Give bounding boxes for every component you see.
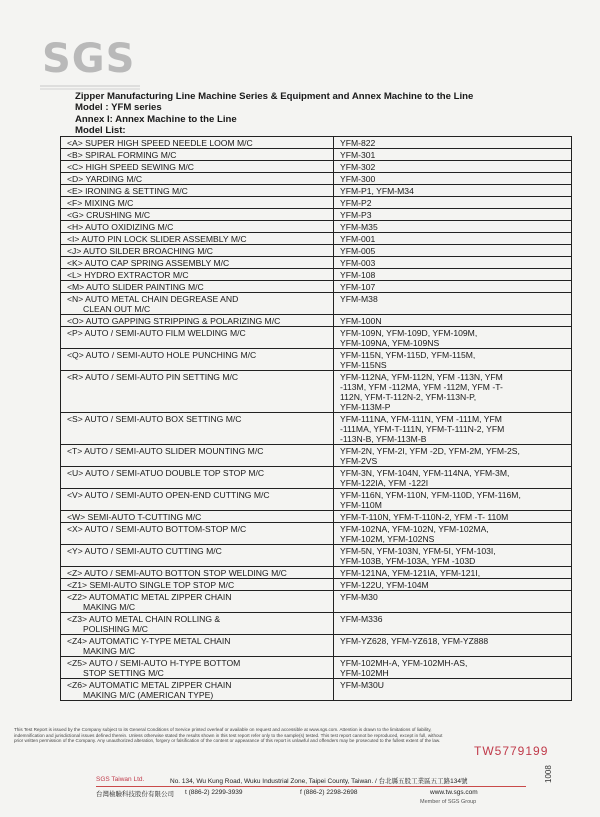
machine-name-cell [61, 567, 334, 579]
model-number: YFM-P1, YFM-M34 [340, 186, 414, 196]
model-number: YFM-122IA, YFM -122I [340, 478, 429, 488]
model-number: -113M, YFM -112MA, YFM -112M, YFM -T- [340, 382, 503, 392]
machine-name-cell [61, 245, 334, 257]
machine-name: MAKING M/C [83, 602, 136, 612]
model-number-cell [334, 591, 572, 613]
machine-name: <A> SUPER HIGH SPEED NEEDLE LOOM M/C [67, 138, 253, 148]
telephone: t (886-2) 2299-3939 [185, 789, 243, 796]
model-number: YFM-P3 [340, 210, 372, 220]
machine-name-cell [61, 149, 334, 161]
machine-name: STOP SETTING M/C [83, 668, 164, 678]
machine-name: <Q> AUTO / SEMI-AUTO HOLE PUNCHING M/C [67, 350, 257, 360]
machine-name-cell [61, 173, 334, 185]
machine-name-cell [61, 489, 334, 511]
model-number: YFM-109NA, YFM-109NS [340, 338, 440, 348]
model-number: YFM-M30 [340, 592, 378, 602]
model-number-cell [334, 579, 572, 591]
model-number: YFM-107 [340, 282, 376, 292]
table-row [61, 149, 572, 161]
model-number: YFM-102NA, YFM-102N, YFM-102MA, [340, 524, 489, 534]
model-number-cell [334, 413, 572, 445]
table-row [61, 161, 572, 173]
table-row [61, 591, 572, 613]
machine-name-cell [61, 579, 334, 591]
model-number: YFM-102MH-A, YFM-102MH-AS, [340, 658, 468, 668]
machine-name-cell [61, 185, 334, 197]
machine-name-cell [61, 591, 334, 613]
model-number: YFM-300 [340, 174, 376, 184]
machine-name: <Z4> AUTOMATIC Y-TYPE METAL CHAIN [67, 636, 231, 646]
machine-name-cell [61, 349, 334, 371]
model-number: YFM-M35 [340, 222, 378, 232]
model-number: YFM-3N, YFM-104N, YFM-114NA, YFM-3M, [340, 468, 510, 478]
model-number: YFM-102MH [340, 668, 389, 678]
model-number: YFM-822 [340, 138, 376, 148]
page-code: 1008 [544, 765, 553, 783]
machine-name-cell [61, 327, 334, 349]
company-en: SGS Taiwan Ltd. [96, 776, 145, 783]
machine-name: <Z1> SEMI-AUTO SINGLE TOP STOP M/C [67, 580, 235, 590]
model-number: YFM-110M [340, 500, 382, 510]
table-row [61, 173, 572, 185]
machine-name: <P> AUTO / SEMI-AUTO FILM WELDING M/C [67, 328, 246, 338]
model-number-cell [334, 523, 572, 545]
model-number-cell [334, 233, 572, 245]
model-number-cell [334, 567, 572, 579]
table-row [61, 209, 572, 221]
model-number-cell [334, 149, 572, 161]
model-number: YFM-P2 [340, 198, 372, 208]
model-number: YFM-116N, YFM-110N, YFM-110D, YFM-116M, [340, 490, 521, 500]
machine-name: <W> SEMI-AUTO T-CUTTING M/C [67, 512, 202, 522]
machine-name: <L> HYDRO EXTRACTOR M/C [67, 270, 189, 280]
table-row [61, 511, 572, 523]
table-row [61, 413, 572, 445]
machine-name: <C> HIGH SPEED SEWING M/C [67, 162, 195, 172]
machine-name: POLISHING M/C [83, 624, 148, 634]
model-number: YFM-003 [340, 258, 376, 268]
table-row [61, 293, 572, 315]
company-zh: 台灣檢驗科技股份有限公司 [96, 791, 174, 798]
table-row [61, 137, 572, 149]
table-row [61, 657, 572, 679]
machine-name-cell [61, 613, 334, 635]
model-number: YFM-302 [340, 162, 376, 172]
machine-name: <Z> AUTO / SEMI-AUTO BOTTON STOP WELDING M/C [67, 568, 287, 578]
table-row [61, 233, 572, 245]
model-number-cell [334, 209, 572, 221]
model-number-cell [334, 679, 572, 701]
machine-name-cell [61, 635, 334, 657]
model-number-cell [334, 245, 572, 257]
model-number-cell [334, 371, 572, 413]
model-number-cell [334, 269, 572, 281]
machine-name: <R> AUTO / SEMI-AUTO PIN SETTING M/C [67, 372, 239, 382]
machine-name-cell [61, 679, 334, 701]
model-number-cell [334, 221, 572, 233]
machine-name-cell [61, 315, 334, 327]
model-number: YFM-301 [340, 150, 376, 160]
model-number: YFM-102M, YFM-102NS [340, 534, 435, 544]
model-number-cell [334, 315, 572, 327]
machine-name: <J> AUTO SILDER BROACHING M/C [67, 246, 213, 256]
model-list-label: Model List: [75, 125, 126, 136]
table-row [61, 467, 572, 489]
model-number: YFM-005 [340, 246, 376, 256]
machine-name-cell [61, 467, 334, 489]
machine-name: <M> AUTO SLIDER PAINTING M/C [67, 282, 204, 292]
model-number: YFM-121NA, YFM-121IA, YFM-121I, [340, 568, 481, 578]
machine-name-cell [61, 523, 334, 545]
model-number: 112N, YFM-T-112N-2, YFM-113N-P, [340, 392, 477, 402]
model-number-cell [334, 545, 572, 567]
model-number-cell [334, 445, 572, 467]
machine-name: <N> AUTO METAL CHAIN DEGREASE AND [67, 294, 239, 304]
machine-name: <K> AUTO CAP SPRING ASSEMBLY M/C [67, 258, 230, 268]
machine-name: <S> AUTO / SEMI-AUTO BOX SETTING M/C [67, 414, 242, 424]
machine-name-cell [61, 545, 334, 567]
fax: f (886-2) 2298-2698 [300, 789, 358, 796]
model-number: YFM-YZ628, YFM-YZ618, YFM-YZ888 [340, 636, 489, 646]
machine-name: MAKING M/C (AMERICAN TYPE) [83, 690, 214, 700]
machine-name-cell [61, 511, 334, 523]
table-row [61, 245, 572, 257]
machine-name: <Z5> AUTO / SEMI-AUTO H-TYPE BOTTOM [67, 658, 241, 668]
model-number: YFM-2VS [340, 456, 378, 466]
model-number: YFM-M30U [340, 680, 384, 690]
machine-name-cell [61, 445, 334, 467]
machine-name-cell [61, 209, 334, 221]
machine-name: <G> CRUSHING M/C [67, 210, 151, 220]
model-number-cell [334, 257, 572, 269]
table-row [61, 221, 572, 233]
table-row [61, 545, 572, 567]
table-row [61, 257, 572, 269]
model-number-cell [334, 613, 572, 635]
machine-name: <Z2> AUTOMATIC METAL ZIPPER CHAIN [67, 592, 232, 602]
model-number: YFM-122U, YFM-104M [340, 580, 429, 590]
model-number-cell [334, 635, 572, 657]
machine-name: <X> AUTO / SEMI-AUTO BOTTOM-STOP M/C [67, 524, 247, 534]
machine-name: <Z3> AUTO METAL CHAIN ROLLING & [67, 614, 221, 624]
doc-title: Zipper Manufacturing Line Machine Series & Equipment and Annex Machine to the Line [75, 91, 474, 102]
model-number: YFM-M336 [340, 614, 383, 624]
table-row [61, 523, 572, 545]
model-number-cell [334, 489, 572, 511]
address: No. 134, Wu Kung Road, Wuku Industrial Zone, Taipei County, Taiwan. / 台北縣五股工業區五工路134號 [170, 778, 468, 785]
model-number: YFM-M38 [340, 294, 378, 304]
table-row [61, 567, 572, 579]
table-row [61, 613, 572, 635]
model-number-cell [334, 161, 572, 173]
machine-name-cell [61, 161, 334, 173]
table-row [61, 281, 572, 293]
machine-name-cell [61, 281, 334, 293]
table-row [61, 679, 572, 701]
machine-name-cell [61, 371, 334, 413]
machine-name-cell [61, 293, 334, 315]
machine-name-cell [61, 257, 334, 269]
table-row [61, 579, 572, 591]
model-number-cell [334, 349, 572, 371]
machine-name: <I> AUTO PIN LOCK SLIDER ASSEMBLY M/C [67, 234, 247, 244]
model-number: YFM-2N, YFM-2I, YFM -2D, YFM-2M, YFM-2S, [340, 446, 520, 456]
machine-name: CLEAN OUT M/C [83, 304, 151, 314]
table-row [61, 269, 572, 281]
table-row [61, 371, 572, 413]
model-number: -111MA, YFM-T-111N, YFM-T-111N-2, YFM [340, 424, 505, 434]
annex-title: Annex I: Annex Machine to the Line [75, 114, 237, 125]
model-number: YFM-100N [340, 316, 382, 326]
model-number-cell [334, 657, 572, 679]
report-number: TW5779199 [474, 744, 549, 758]
machine-name: <Z6> AUTOMATIC METAL ZIPPER CHAIN [67, 680, 232, 690]
machine-name: <F> MIXING M/C [67, 198, 134, 208]
machine-name-cell [61, 221, 334, 233]
model-series: Model : YFM series [75, 102, 162, 113]
model-number-cell [334, 197, 572, 209]
member-of-group: Member of SGS Group [420, 799, 477, 805]
table-row [61, 315, 572, 327]
model-number-cell [334, 173, 572, 185]
model-number: YFM-109N, YFM-109D, YFM-109M, [340, 328, 478, 338]
model-number: YFM-5N, YFM-103N, YFM-5I, YFM-103I, [340, 546, 496, 556]
machine-name: <O> AUTO GAPPING STRIPPING & POLARIZING M/C [67, 316, 281, 326]
model-number: YFM-115N, YFM-115D, YFM-115M, [340, 350, 476, 360]
machine-name: MAKING M/C [83, 646, 136, 656]
model-number: YFM-112NA, YFM-112N, YFM -113N, YFM [340, 372, 503, 382]
machine-name: <T> AUTO / SEMI-AUTO SLIDER MOUNTING M/C [67, 446, 264, 456]
website: www.tw.sgs.com [430, 789, 478, 796]
machine-name: <B> SPIRAL FORMING M/C [67, 150, 177, 160]
model-number: YFM-111NA, YFM-111N, YFM -111M, YFM [340, 414, 502, 424]
table-row [61, 185, 572, 197]
machine-name: <H> AUTO OXIDIZING M/C [67, 222, 174, 232]
disclaimer: This Test Report is issued by the Company subject to its General Conditions of Service printed overleaf or available on request and accessible at www.sgs.com. Attention is drawn to the limitations of liability, indemnification and jurisdictional issues defined therein. Unless otherwise stated the results shown in this test report refer only to the sample(s) tested. This test report cannot be reproduced, except in full, without prior written permission of the Company. Any unauthorized alteration, forgery or falsification of the content or appearance of this report is unlawful and offenders may be prosecuted to the fullest extent of the law. [14, 727, 443, 744]
machine-name-cell [61, 137, 334, 149]
machine-name: <U> AUTO / SEMI-ATUO DOUBLE TOP STOP M/C [67, 468, 265, 478]
model-number: YFM-113M-P [340, 402, 391, 412]
model-number: YFM-103B, YFM-103A, YFM -103D [340, 556, 476, 566]
table-row [61, 197, 572, 209]
machine-name: <V> AUTO / SEMI-AUTO OPEN-END CUTTING M/C [67, 490, 270, 500]
table-row [61, 635, 572, 657]
table-row [61, 445, 572, 467]
machine-name: <Y> AUTO / SEMI-AUTO CUTTING M/C [67, 546, 222, 556]
model-number: -113N-B, YFM-113M-B [340, 434, 427, 444]
model-number-cell [334, 185, 572, 197]
machine-name-cell [61, 233, 334, 245]
model-number-cell [334, 511, 572, 523]
machine-name-cell [61, 197, 334, 209]
table-row [61, 349, 572, 371]
model-number-cell [334, 281, 572, 293]
machine-name-cell [61, 413, 334, 445]
machine-name-cell [61, 269, 334, 281]
machine-name-cell [61, 657, 334, 679]
model-number: YFM-T-110N, YFM-T-110N-2, YFM -T- 110M [340, 512, 509, 522]
model-table [60, 136, 572, 701]
model-number-cell [334, 327, 572, 349]
footer-divider [96, 786, 526, 787]
model-number-cell [334, 137, 572, 149]
machine-name: <E> IRONING & SETTING M/C [67, 186, 188, 196]
model-number: YFM-115NS [340, 360, 387, 370]
machine-name: <D> YARDING M/C [67, 174, 143, 184]
model-number: YFM-001 [340, 234, 376, 244]
logo-text: SGS [42, 36, 136, 82]
table-row [61, 327, 572, 349]
table-row [61, 489, 572, 511]
model-number-cell [334, 467, 572, 489]
model-number: YFM-108 [340, 270, 376, 280]
model-number-cell [334, 293, 572, 315]
